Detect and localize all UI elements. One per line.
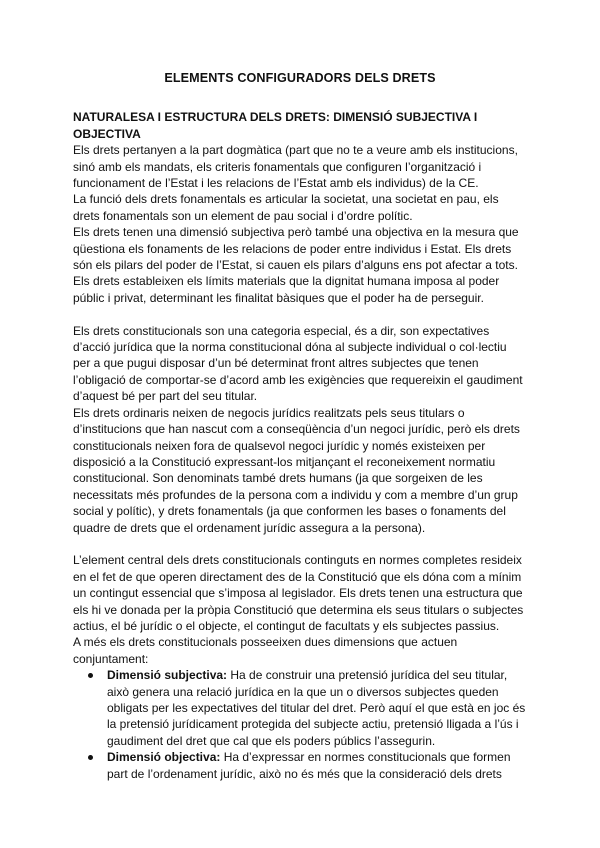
paragraph-gap [73, 306, 527, 322]
paragraph: Els drets ordinaris neixen de negocis jurídics realitzats pels seus titulars o d’institucions que han nascut com a conseqüència d’un negoci jurídic, però els drets constitucionals neixen fora de qualsevol negoci jurídic y només existeixen per disposició a la Constitució expressant-los mitjançant el reconeixement normatiu constitucional. Son denominats també drets humans (ja que sorgeixen de les necessitats més profundes de la persona com a individu y com a membre d’un grup social y polític), y drets fonamentals (ja que conformen les bases o fonaments del quadre de drets que el ordenament jurídic assegura a la persona). [73, 405, 520, 535]
document-page [73, 70, 527, 782]
section-heading: NATURALESA I ESTRUCTURA DELS DRETS: DIMENSIÓ SUBJECTIVA I OBJECTIVA [73, 110, 478, 141]
bullet-list [73, 667, 527, 782]
bullet-dot-icon [88, 673, 93, 678]
paragraph: A més els drets constitucionals posseeixen dues dimensions que actuen conjuntament: [73, 635, 458, 666]
bullet-text: Ha de construir una pretensió jurídica del seu titular, això genera una relació jurídica en la que un o diversos subjectes queden obligats per les expectatives del titular del dret. Però aquí el que està en joc és la pretensió jurídicament protegida del subjecte actiu, pretensió lligada a l’ús i gaudiment del dret que cal que els poders públics l’assegurin. [107, 668, 526, 748]
bullet-dot-icon [88, 755, 93, 760]
bullet-item-subjective [107, 667, 527, 749]
bullet-term: Dimensió objectiva: [107, 750, 221, 765]
paragraph: L’element central dels drets constitucionals continguts en normes completes resideix en el fet de que operen directament des de la Constitució que els dóna com a mínim un contingut essencial que s’imposa al legislador. Els drets tenen una estructura que els hi ve donada per la pròpia Constitució que determina els seus titulars o subjectes actius, el bé jurídic o el objecte, el contingut de facultats y els subjectes passius. [73, 553, 524, 633]
paragraph: Els drets tenen una dimensió subjectiva però també una objectiva en la mesura que qüestiona els fonaments de les relacions de poder entre individus i Estat. Els drets són els pilars del poder de l’Estat, si cauen els pilars d’alguns ens pot afectar a tots. Els drets estableixen els límits materials que la dignitat humana imposa al poder públic i privat, determinant les finalitat bàsiques que el poder ha de perseguir. [73, 225, 519, 305]
bullet-term: Dimensió subjectiva: [107, 668, 228, 683]
paragraph: Els drets pertanyen a la part dogmàtica (part que no te a veure amb els institucions, sinó amb els mandats, els criteris fonamentals que configuren l’organització i funcionament de l’Estat i les relacions de l’Estat amb els individus) de la CE. [73, 143, 518, 191]
bullet-item-objective [107, 749, 527, 782]
paragraph: Els drets constitucionals son una categoria especial, és a dir, son expectatives d’acció jurídica que la norma constitucional dóna al subjecte individual o col·lectiu per a que pugui disposar d’un bé determinat front altres subjectes que tenen l’obligació de comportar-se d’acord amb les exigències que requereixin el gaudiment d’aquest bé per part del seu titular. [73, 323, 523, 404]
document-title: ELEMENTS CONFIGURADORS DELS DRETS [164, 71, 436, 85]
paragraph: La funció dels drets fonamentals es articular la societat, una societat en pau, els drets fonamentals son un element de pau social i d’ordre polític. [73, 192, 499, 223]
paragraph-gap [73, 536, 527, 552]
bullet-text: Ha d’expressar en normes constitucionals que formen part de l’ordenament jurídic, això no és més que la consideració dels drets [107, 750, 511, 781]
